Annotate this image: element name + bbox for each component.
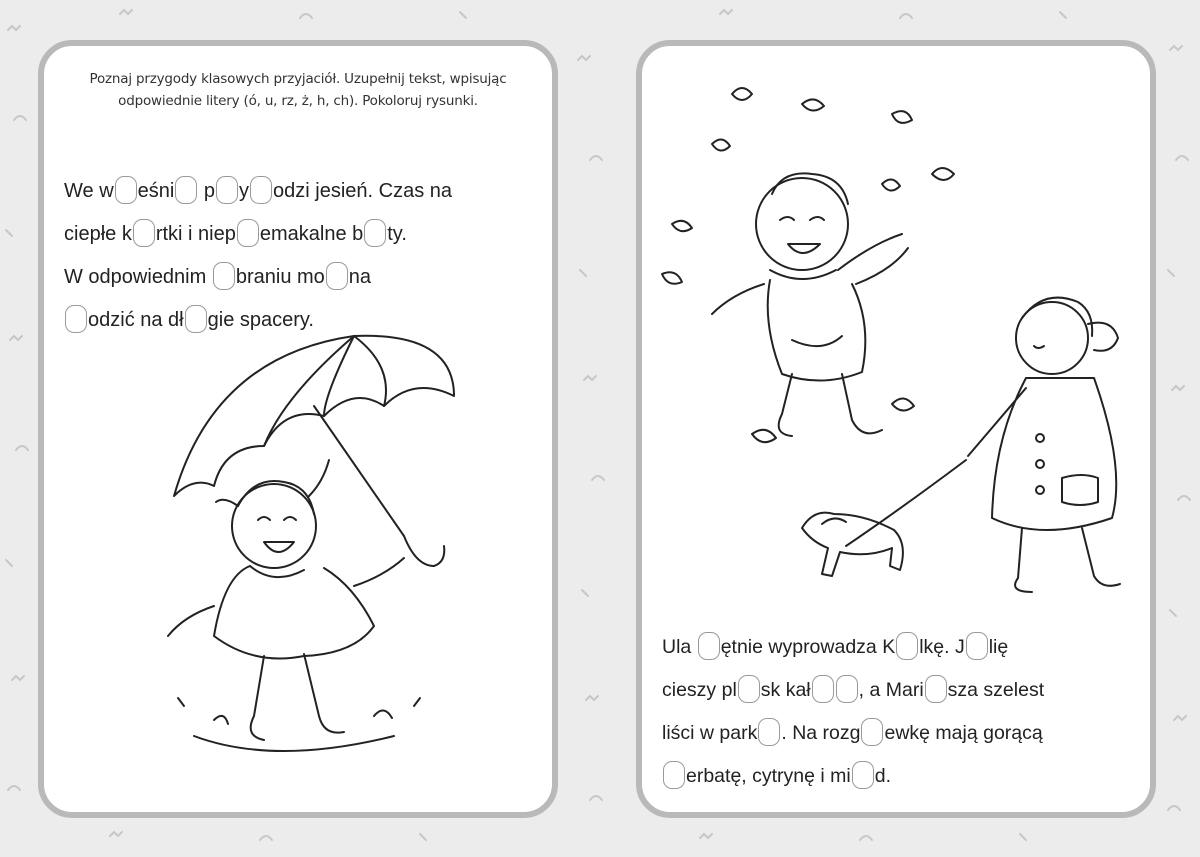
letter-box[interactable] <box>133 219 155 247</box>
letter-box[interactable] <box>213 262 235 290</box>
right-page <box>636 40 1156 818</box>
umbrella-girl-illustration <box>154 336 474 780</box>
letter-box[interactable] <box>966 632 988 660</box>
instruction-text: Poznaj przygody klasowych przyjaciół. Uzupełnij tekst, wpisując odpowiednie litery (ó, u, rz, ż, h, ch). Pokoloruj rysunki. <box>89 71 507 109</box>
exercise-line: cieszy pl sk kał , a Mari sza szelest <box>662 669 1044 712</box>
letter-box[interactable] <box>758 718 780 746</box>
letter-box[interactable] <box>738 675 760 703</box>
letter-box[interactable] <box>185 305 207 333</box>
exercise-line: odzić na dł gie spacery. <box>64 299 452 342</box>
right-exercise-text <box>662 626 1044 798</box>
letter-box[interactable] <box>175 176 197 204</box>
letter-box[interactable] <box>861 718 883 746</box>
letter-box[interactable] <box>326 262 348 290</box>
letter-box[interactable] <box>237 219 259 247</box>
letter-box[interactable] <box>896 632 918 660</box>
left-page <box>38 40 558 818</box>
letter-box[interactable] <box>812 675 834 703</box>
letter-box[interactable] <box>364 219 386 247</box>
left-exercise-text <box>64 170 452 342</box>
letter-box[interactable] <box>115 176 137 204</box>
letter-box[interactable] <box>852 761 874 789</box>
girl-walking-dog-illustration <box>782 278 1152 612</box>
exercise-line: Ula ętnie wyprowadza K lkę. J lię <box>662 626 1044 669</box>
exercise-line: ciepłe k rtki i niep emakalne b ty. <box>64 213 452 256</box>
letter-box[interactable] <box>216 176 238 204</box>
exercise-line: erbatę, cytrynę i mi d. <box>662 755 1044 798</box>
exercise-line: We w eśni p y odzi jesień. Czas na <box>64 170 452 213</box>
exercise-line: W odpowiednim braniu mo na <box>64 256 452 299</box>
letter-box[interactable] <box>836 675 858 703</box>
letter-box[interactable] <box>925 675 947 703</box>
exercise-line: liści w park . Na rozg ewkę mają gorącą <box>662 712 1044 755</box>
letter-box[interactable] <box>250 176 272 204</box>
letter-box[interactable] <box>698 632 720 660</box>
letter-box[interactable] <box>663 761 685 789</box>
letter-box[interactable] <box>65 305 87 333</box>
